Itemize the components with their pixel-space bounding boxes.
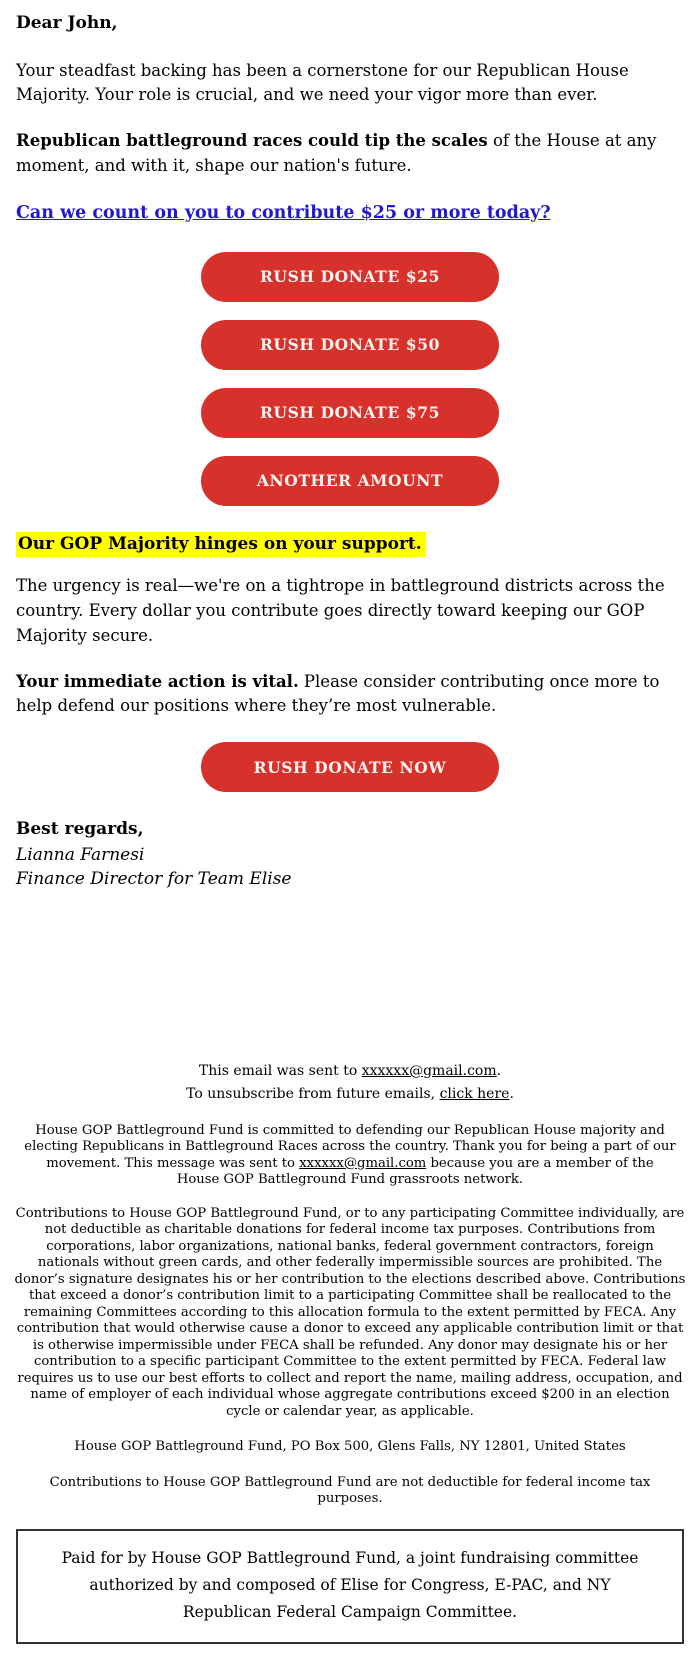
- unsubscribe-suffix: .: [509, 1085, 514, 1102]
- about-email-link[interactable]: xxxxxx@gmail.com: [299, 1155, 427, 1171]
- unsubscribe-line: [30, 1083, 670, 1106]
- action-paragraph-rest: Please consider contributing once more to help defend our positions where they’re most vulnerable.: [16, 671, 660, 716]
- urgency-paragraph: [16, 574, 684, 648]
- greeting-text: Dear John,: [16, 13, 118, 33]
- deductible-line: Contributions to House GOP Battleground Fund are not deductible for federal income tax purposes.: [49, 1474, 651, 1507]
- cta-line: [16, 200, 684, 226]
- rush-donate-now-button[interactable]: RUSH DONATE NOW: [201, 742, 499, 792]
- paid-for-text: Paid for by House GOP Battleground Fund, a joint fundraising committee authorized by and composed of Elise for Congress, E-PAC, and NY Republican Federal Campaign Committee.: [61, 1548, 639, 1621]
- recipient-email-link[interactable]: xxxxxx@gmail.com: [361, 1062, 497, 1079]
- action-paragraph-bold: Your immediate action is vital.: [16, 671, 299, 691]
- highlight-heading: Our GOP Majority hinges on your support.: [16, 532, 426, 557]
- about-paragraph-prefix: House GOP Battleground Fund is committed to defending our Republican House majority and electing Republicans in Battleground Races across the country. Thank you for being a part of our movement. This message was sent to: [24, 1122, 676, 1171]
- action-paragraph: [16, 670, 684, 720]
- sent-to-prefix: This email was sent to: [198, 1062, 362, 1079]
- sent-to-line: [30, 1060, 670, 1083]
- address-line: House GOP Battleground Fund, PO Box 500, Glens Falls, NY 12801, United States: [74, 1439, 626, 1455]
- rush-donate-50-button[interactable]: RUSH DONATE $50: [201, 320, 499, 370]
- rush-donate-75-button[interactable]: RUSH DONATE $75: [201, 388, 499, 438]
- another-amount-button[interactable]: ANOTHER AMOUNT: [201, 456, 499, 506]
- battleground-paragraph-rest: of the House at any moment, and with it, shape our nation's future.: [16, 131, 657, 175]
- intro-paragraph-text: Your steadfast backing has been a cornerstone for our Republican House Majority. Your role is crucial, and we need your vigor more than ever.: [16, 60, 629, 105]
- highlight-heading-line: [16, 532, 684, 558]
- legal-paragraph: Contributions to House GOP Battleground Fund, or to any participating Committee individually, are not deductible as charitable donations for federal income tax purposes. Contributions from corporations, labor organizations, national banks, federal government contractors, foreign nationals without green cards, and other federally impermissible sources are prohibited. The donor’s signature designates his or her contribution to the elections described above. Contributions that exceed a donor’s contribution limit to a participating Committee shall be reallocated to the remaining Committees according to this allocation formula to the extent permitted by FECA. Any contribution that would otherwise cause a donor to exceed any applicable contribution limit or that is otherwise impermissible under FECA shall be refunded. Any donor may designate his or her contribution to a specific participant Committee to the extent permitted by FECA. Federal law requires us to use our best efforts to collect and report the name, mailing address, occupation, and name of employer of each individual whose aggregate contributions exceed $200 in an election cycle or calendar year, as applicable.: [14, 1205, 686, 1419]
- intro-paragraph: [16, 59, 684, 109]
- blank-spacer: [0, 892, 700, 1060]
- unsubscribe-link[interactable]: click here: [439, 1085, 510, 1102]
- rush-donate-25-button[interactable]: RUSH DONATE $25: [201, 252, 499, 302]
- urgency-paragraph-text: The urgency is real—we're on a tightrope in battleground districts across the country. Every dollar you contribute goes directly toward keeping our GOP Majority secure.: [16, 576, 665, 645]
- page-bottom-padding: [0, 1644, 700, 1672]
- unsubscribe-prefix: To unsubscribe from future emails,: [186, 1085, 440, 1102]
- signature-name: Lianna Farnesi: [16, 844, 145, 865]
- sent-to-suffix: .: [496, 1062, 502, 1079]
- paid-for-disclaimer-box: [16, 1529, 684, 1644]
- signature-title: Finance Director for Team Elise: [16, 869, 292, 890]
- battleground-paragraph: [16, 129, 684, 179]
- donate-button-stack: [16, 252, 684, 506]
- email-footer: [0, 1060, 700, 1672]
- about-paragraph-suffix: because you are a member of the House GOP Battleground Fund grassroots network.: [176, 1155, 654, 1188]
- about-paragraph: [24, 1123, 676, 1189]
- battleground-paragraph-bold: Republican battleground races could tip the scales: [16, 131, 488, 150]
- final-button-wrap: [16, 742, 684, 792]
- contribute-cta-link[interactable]: Can we count on you to contribute $25 or more today?: [16, 202, 551, 223]
- signoff-text: Best regards,: [16, 819, 144, 839]
